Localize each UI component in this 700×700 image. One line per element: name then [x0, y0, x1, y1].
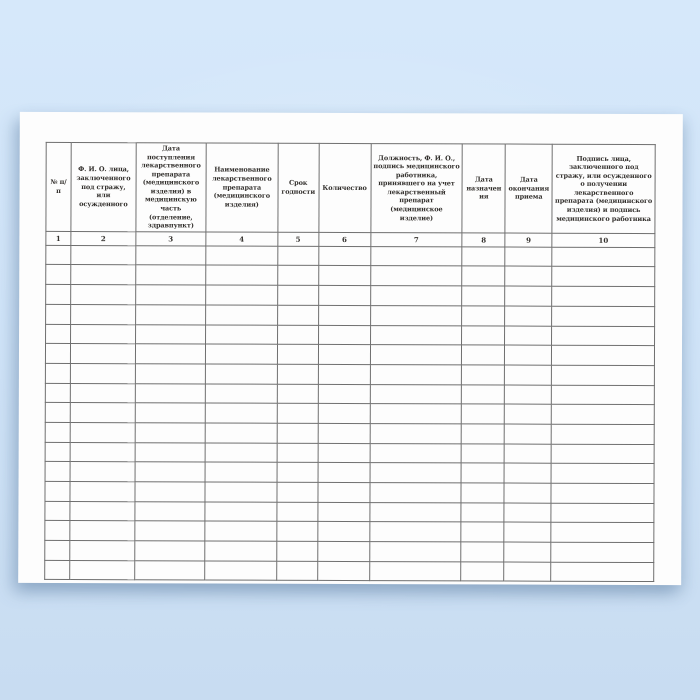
table-row: [46, 245, 655, 267]
body-cell: [504, 562, 551, 582]
body-cell: [46, 265, 71, 285]
body-cell: [45, 383, 70, 403]
body-cell: [461, 503, 504, 523]
body-cell: [318, 286, 370, 306]
body-cell: [46, 245, 71, 265]
body-cell: [370, 384, 462, 404]
body-cell: [317, 541, 369, 561]
body-cell: [70, 462, 135, 482]
body-cell: [505, 267, 552, 287]
body-cell: [551, 424, 654, 444]
column-number-7: 7: [370, 232, 462, 246]
body-cell: [551, 542, 654, 562]
header-cell-col5: Срок годности: [278, 143, 319, 232]
body-cell: [70, 521, 135, 541]
column-number-3: 3: [136, 232, 206, 246]
body-cell: [370, 463, 462, 483]
body-cell: [205, 502, 277, 522]
body-cell: [277, 522, 318, 542]
table-row: [45, 462, 654, 484]
body-cell: [551, 483, 654, 503]
body-cell: [70, 482, 135, 502]
body-cell: [277, 463, 318, 483]
body-cell: [551, 444, 654, 464]
table-row: [45, 422, 654, 444]
body-cell: [505, 247, 552, 267]
body-cell: [136, 246, 206, 266]
body-cell: [551, 464, 654, 484]
body-cell: [551, 385, 654, 405]
body-cell: [277, 404, 318, 424]
body-cell: [505, 365, 552, 385]
body-cell: [370, 266, 462, 286]
header-cell-col4: Наименование лекарственного препарата (медицинского изделия): [206, 143, 278, 232]
body-cell: [71, 285, 136, 305]
table-row: [46, 285, 655, 307]
table-row: [46, 304, 655, 326]
body-cell: [45, 422, 70, 442]
body-cell: [70, 324, 135, 344]
body-cell: [277, 305, 318, 325]
body-cell: [136, 265, 206, 285]
body-cell: [277, 443, 318, 463]
body-cell: [135, 482, 205, 502]
body-cell: [461, 562, 504, 582]
body-cell: [317, 561, 369, 581]
body-cell: [318, 463, 370, 483]
column-number-10: 10: [552, 233, 655, 247]
body-cell: [369, 522, 461, 542]
body-cell: [318, 384, 370, 404]
body-cell: [461, 483, 504, 503]
body-cell: [552, 345, 655, 365]
body-cell: [505, 306, 552, 326]
registration-table-area: [44, 142, 655, 558]
body-cell: [369, 542, 461, 562]
body-cell: [504, 463, 551, 483]
body-cell: [505, 286, 552, 306]
body-cell: [135, 324, 205, 344]
body-cell: [205, 482, 277, 502]
body-cell: [552, 267, 655, 287]
body-cell: [370, 305, 462, 325]
body-cell: [205, 541, 277, 561]
body-cell: [135, 285, 205, 305]
body-cell: [318, 502, 370, 522]
body-cell: [504, 522, 551, 542]
body-cell: [70, 363, 135, 383]
body-cell: [135, 462, 205, 482]
column-number-2: 2: [71, 231, 136, 245]
body-cell: [71, 245, 136, 265]
body-cell: [45, 560, 70, 580]
body-cell: [70, 344, 135, 364]
body-cell: [45, 481, 70, 501]
body-cell: [135, 383, 205, 403]
body-cell: [318, 423, 370, 443]
body-cell: [277, 384, 318, 404]
table-row: [45, 344, 654, 366]
header-row: [46, 142, 655, 233]
header-cell-col7: Должность, Ф. И. О., подпись медицинского работника, принявшего на учет лекарственный препарат (медицинское изделие): [370, 144, 462, 233]
header-cell-col9: Дата окончания приема: [505, 144, 552, 233]
body-cell: [552, 306, 655, 326]
document-page: [18, 112, 683, 585]
header-cell-col2: Ф. И. О. лица, заключенного под стражу, или осужденного: [71, 143, 136, 232]
body-cell: [462, 404, 505, 424]
body-cell: [70, 442, 135, 462]
body-cell: [206, 246, 278, 266]
body-cell: [461, 463, 504, 483]
body-cell: [205, 443, 277, 463]
body-cell: [45, 442, 70, 462]
registration-table: [44, 142, 656, 583]
body-cell: [552, 326, 655, 346]
body-cell: [277, 364, 318, 384]
body-cell: [369, 561, 461, 581]
body-cell: [205, 561, 277, 581]
body-cell: [370, 345, 462, 365]
body-cell: [551, 404, 654, 424]
body-cell: [462, 306, 505, 326]
body-cell: [205, 305, 277, 325]
body-cell: [135, 442, 205, 462]
body-cell: [45, 521, 70, 541]
body-cell: [505, 385, 552, 405]
body-cell: [45, 501, 70, 521]
body-cell: [552, 286, 655, 306]
header-cell-col8: Дата назначения: [462, 144, 505, 233]
body-cell: [370, 404, 462, 424]
body-cell: [135, 364, 205, 384]
body-cell: [370, 325, 462, 345]
body-cell: [370, 364, 462, 384]
body-cell: [70, 403, 135, 423]
body-cell: [462, 247, 505, 267]
body-cell: [318, 325, 370, 345]
header-cell-col6: Количество: [319, 143, 371, 232]
body-cell: [135, 403, 205, 423]
body-cell: [370, 443, 462, 463]
body-cell: [505, 345, 552, 365]
body-cell: [205, 364, 277, 384]
body-cell: [45, 403, 70, 423]
table-row: [45, 560, 654, 582]
body-cell: [45, 462, 70, 482]
body-cell: [318, 364, 370, 384]
table-row: [45, 501, 654, 523]
body-cell: [277, 482, 318, 502]
body-cell: [370, 424, 462, 444]
body-cell: [70, 560, 135, 580]
body-cell: [45, 344, 70, 364]
body-cell: [461, 522, 504, 542]
body-cell: [277, 423, 318, 443]
body-cell: [461, 444, 504, 464]
body-cell: [135, 423, 205, 443]
table-row: [45, 442, 654, 464]
body-cell: [205, 403, 277, 423]
body-cell: [462, 266, 505, 286]
body-cell: [70, 541, 135, 561]
table-row: [45, 481, 654, 503]
body-cell: [46, 304, 71, 324]
body-cell: [135, 541, 205, 561]
table-row: [45, 403, 654, 425]
column-number-8: 8: [462, 233, 505, 247]
body-cell: [205, 344, 277, 364]
body-cell: [462, 365, 505, 385]
body-cell: [317, 522, 369, 542]
body-cell: [318, 266, 370, 286]
body-cell: [206, 265, 278, 285]
body-cell: [71, 265, 136, 285]
body-cell: [318, 246, 370, 266]
body-cell: [277, 502, 318, 522]
body-cell: [504, 542, 551, 562]
body-cell: [370, 286, 462, 306]
body-cell: [276, 561, 317, 581]
body-cell: [504, 483, 551, 503]
body-cell: [276, 541, 317, 561]
body-cell: [277, 246, 318, 266]
body-cell: [277, 325, 318, 345]
body-cell: [551, 503, 654, 523]
body-cell: [505, 326, 552, 346]
body-cell: [205, 325, 277, 345]
column-number-5: 5: [278, 232, 319, 246]
column-number-9: 9: [505, 233, 552, 247]
table-row: [45, 363, 654, 385]
body-cell: [277, 266, 318, 286]
body-cell: [369, 483, 461, 503]
body-cell: [461, 424, 504, 444]
body-cell: [318, 345, 370, 365]
body-cell: [370, 246, 462, 266]
body-cell: [135, 561, 205, 581]
body-cell: [504, 404, 551, 424]
body-cell: [45, 541, 70, 561]
column-number-6: 6: [318, 232, 370, 246]
body-cell: [277, 285, 318, 305]
body-cell: [135, 501, 205, 521]
body-cell: [70, 383, 135, 403]
body-cell: [318, 443, 370, 463]
body-cell: [205, 285, 277, 305]
body-cell: [551, 523, 654, 543]
body-cell: [205, 384, 277, 404]
body-cell: [551, 562, 654, 582]
body-cell: [504, 444, 551, 464]
body-cell: [552, 247, 655, 267]
body-cell: [504, 503, 551, 523]
body-cell: [462, 384, 505, 404]
body-cell: [504, 424, 551, 444]
body-cell: [46, 285, 71, 305]
body-cell: [70, 422, 135, 442]
table-row: [45, 521, 654, 543]
table-row: [45, 541, 654, 563]
body-cell: [70, 501, 135, 521]
body-cell: [205, 423, 277, 443]
body-cell: [461, 542, 504, 562]
body-cell: [135, 344, 205, 364]
body-cell: [205, 521, 277, 541]
body-cell: [462, 286, 505, 306]
body-cell: [462, 325, 505, 345]
table-row: [46, 324, 655, 346]
body-cell: [205, 462, 277, 482]
column-number-4: 4: [206, 232, 278, 246]
table-row: [45, 383, 654, 405]
body-cell: [552, 365, 655, 385]
body-cell: [46, 324, 71, 344]
body-cell: [318, 482, 370, 502]
body-cell: [135, 521, 205, 541]
body-cell: [71, 304, 136, 324]
header-cell-col1: № п/п: [46, 142, 71, 231]
header-cell-col10: Подпись лица, заключенного под стражу, или осужденного о получении лекарственного препарата (медицинского изделия) и подпись медицинского работника: [552, 144, 655, 233]
column-number-1: 1: [46, 231, 71, 245]
body-cell: [45, 363, 70, 383]
body-cell: [318, 305, 370, 325]
body-cell: [462, 345, 505, 365]
body-cell: [277, 344, 318, 364]
table-row: [46, 265, 655, 287]
body-cell: [318, 404, 370, 424]
body-cell: [369, 502, 461, 522]
header-cell-col3: Дата поступления лекарственного препарата (медицинского изделия) в медицинскую часть (отделение, здравпункт): [136, 143, 206, 232]
body-cell: [135, 305, 205, 325]
